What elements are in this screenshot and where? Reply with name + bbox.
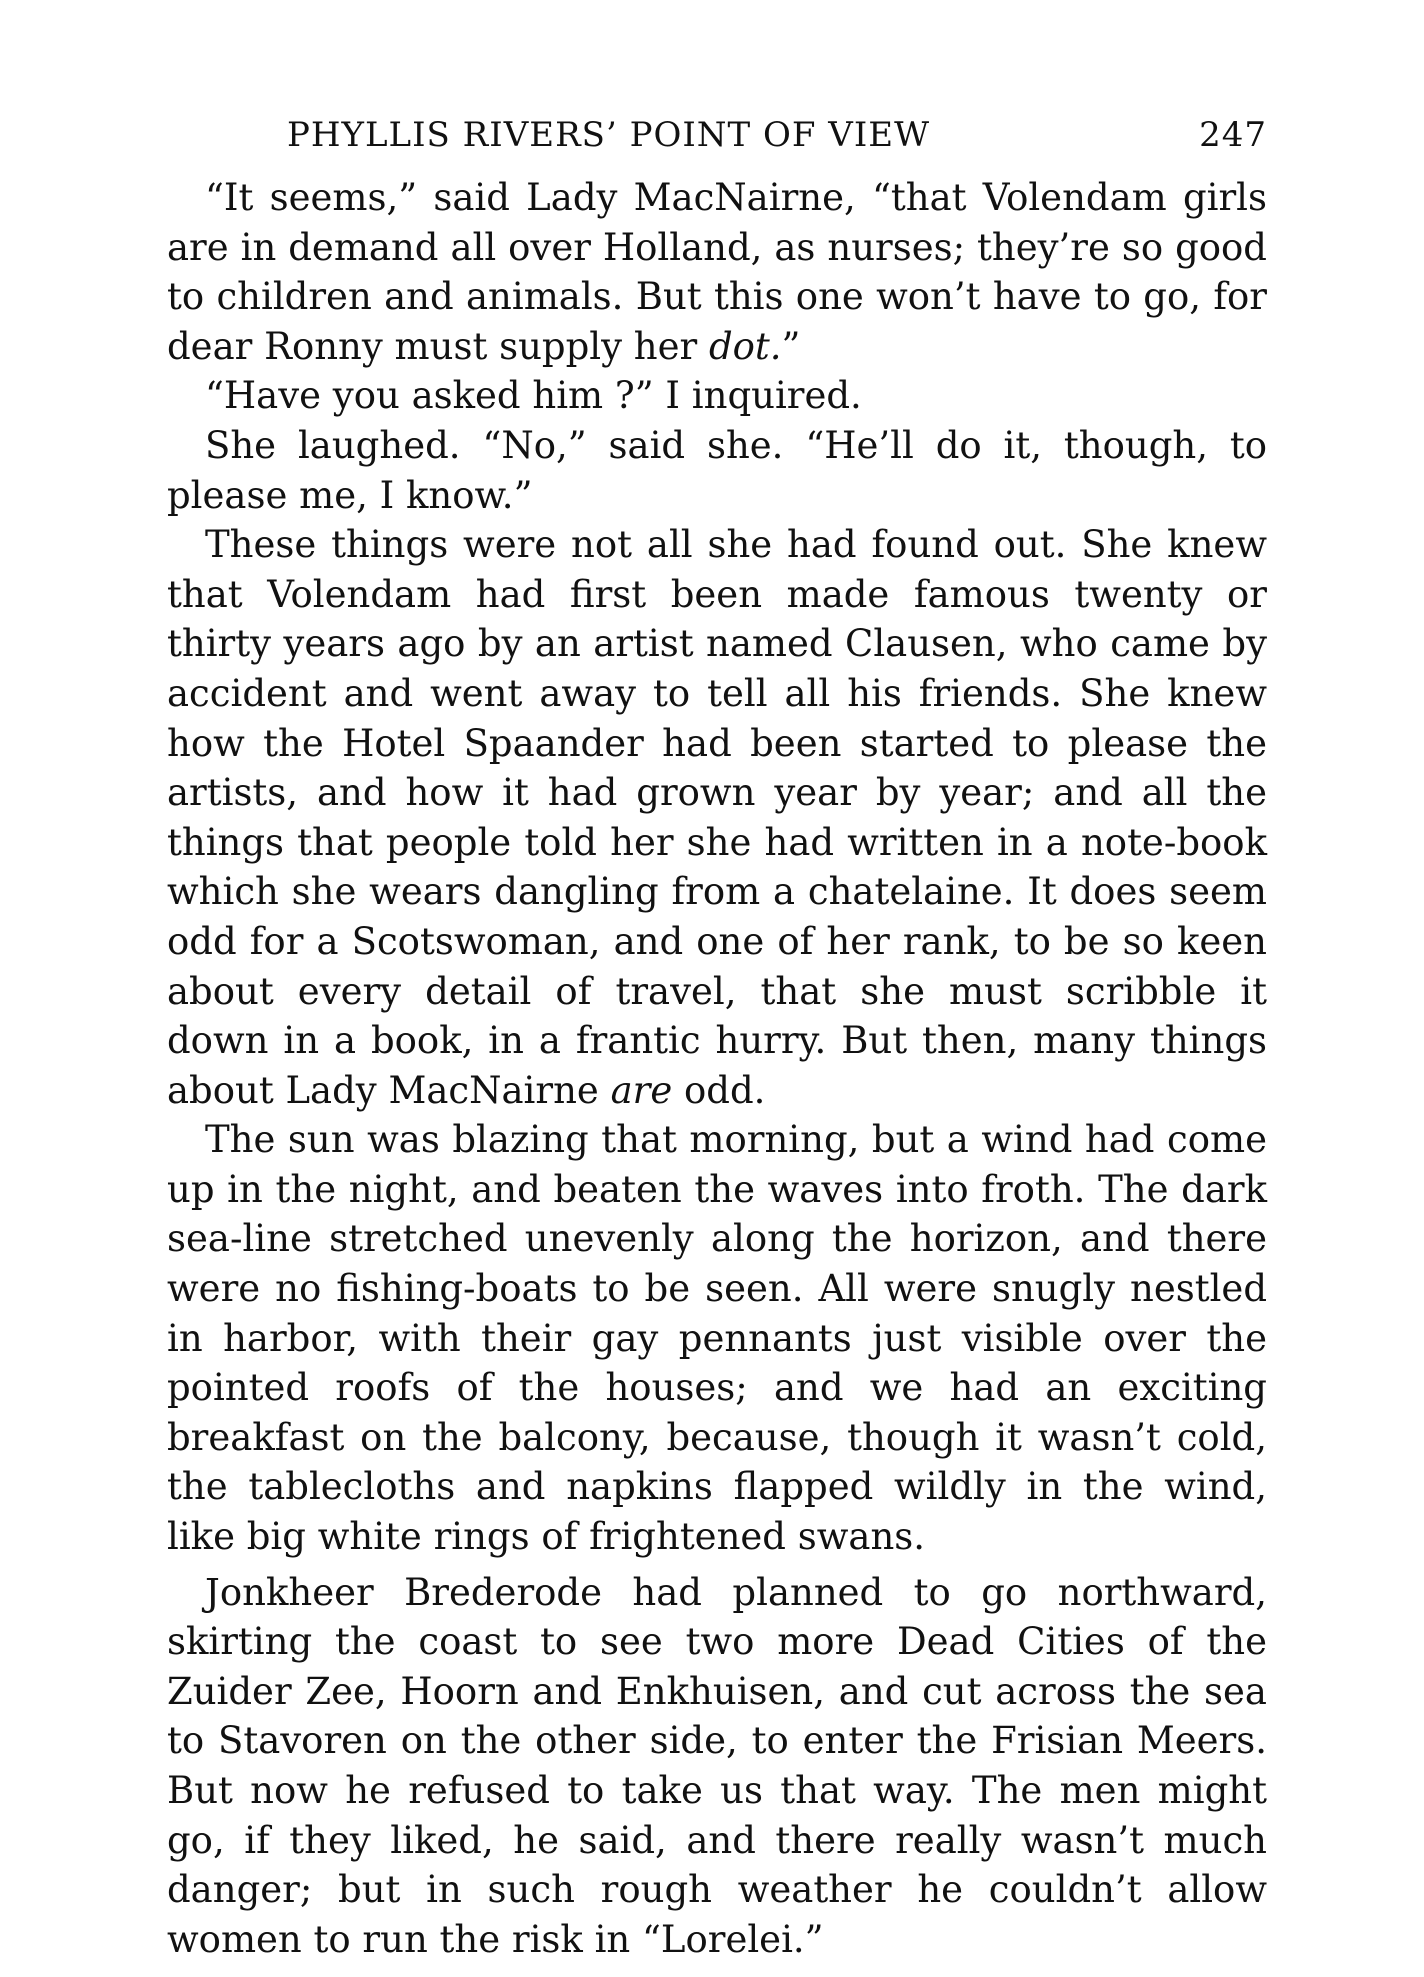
body-text [167, 173, 1267, 1964]
paragraph: “Have you asked him ?” I inquired. [205, 374, 862, 418]
paragraph [167, 173, 1267, 371]
paragraph: The sun was blazing that morning, but a wind had come up in the night, and beaten the waves into froth. The dark sea-line stretched unevenly along the horizon, and there were no fishing-boats to be seen. All were snugly nestled in harbor, with their gay pennants just visible over the pointed roofs of the houses; and we had an exciting breakfast on the balcony, because, though it wasn’t cold, the tablecloths and napkins flapped wildly in the wind, like big white rings of frightened swans. [167, 1118, 1267, 1559]
paragraph-text: “It seems,” said Lady MacNairne, “that Volendam girls are in demand all over Holland, as nurses; they’re so good to children and animals. But this one won’t have to go, for dear Ronny must supply her [167, 176, 1267, 368]
paragraph: She laughed. “No,” said she. “He’ll do it, though, to please me, I know.” [167, 423, 1267, 517]
paragraph-text: odd. [672, 1068, 766, 1112]
italic-text: dot. [708, 324, 782, 368]
paragraph-text: ” [781, 324, 801, 368]
paragraph-text: These things were not all she had found out. She knew that Volendam had first been made famous twenty or thirty years ago by an artist named Clausen, who came by accident and went away to tell all his friends. She knew how the Hotel Spaander had been started to please the artists, and how it had grown year by year; and all the things that people told her she had written in a note-book which she wears dangling from a chatelaine. It does seem odd for a Scotswoman, and one of her rank, to be so keen about every detail of travel, that she must scribble it down in a book, in a frantic hurry. But then, many things about Lady MacNairne [167, 523, 1267, 1112]
italic-text: are [610, 1068, 673, 1112]
page-number: 247 [1199, 115, 1267, 155]
paragraph: Jonkheer Brederode had planned to go northward, skirting the coast to see two more Dead Cities of the Zuider Zee, Hoorn and Enkhuisen, and cut across the sea to Stavoren on the other side, to enter the Frisian Meers. But now he refused to take us that way. The men might go, if they liked, he said, and there really wasn’t much danger; but in such rough weather he couldn’t allow women to run the risk in “Lorelei.” [167, 1570, 1267, 1961]
running-title: PHYLLIS RIVERS’ POINT OF VIEW [287, 115, 931, 155]
paragraph [167, 520, 1267, 1115]
running-head [287, 110, 1267, 160]
